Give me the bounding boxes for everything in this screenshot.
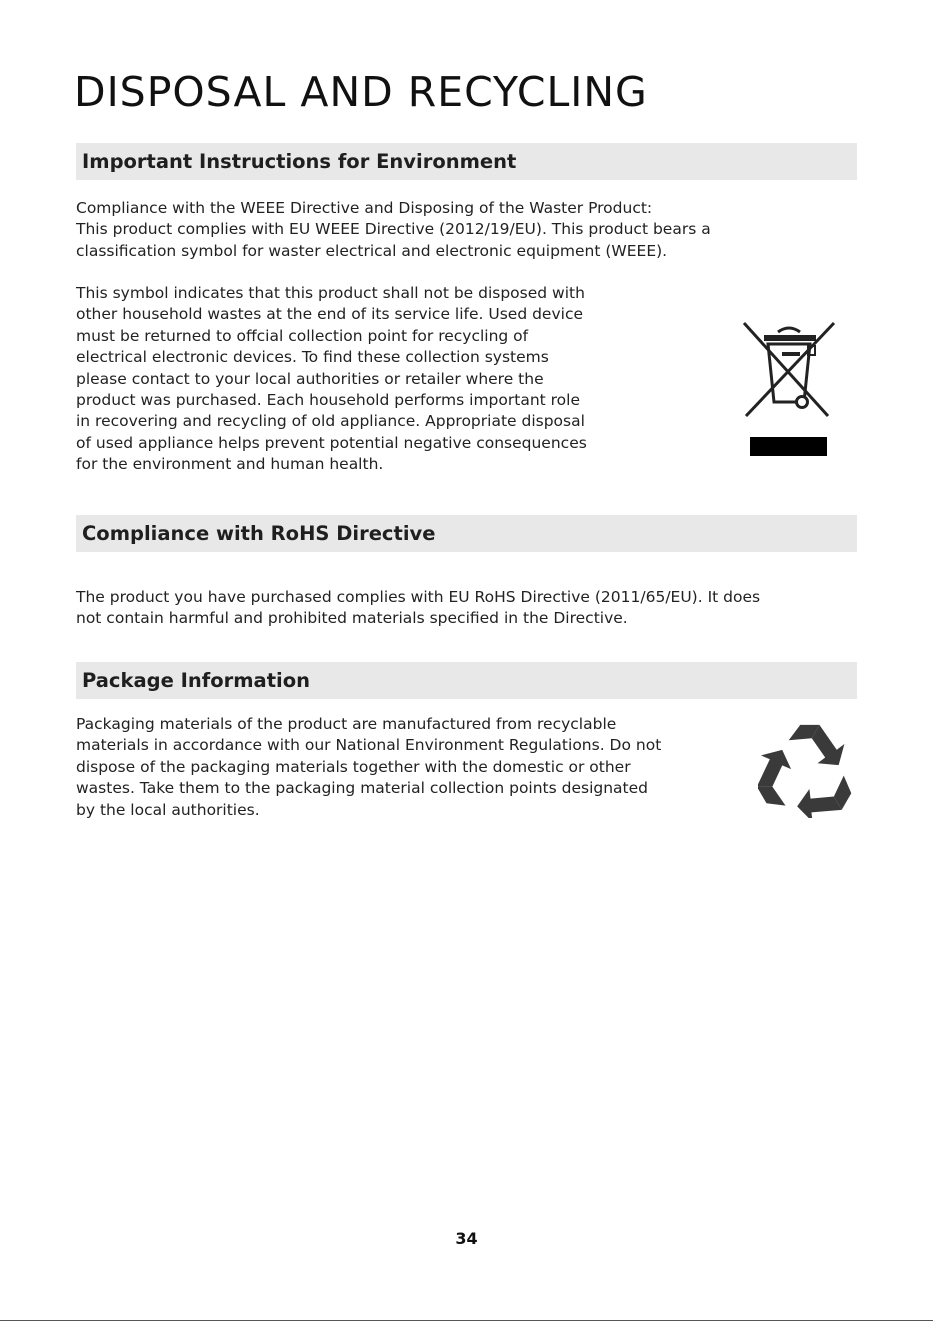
section-heading-package: Package Information [76,662,857,699]
text-line: The product you have purchased complies with EU RoHS Directive (2011/65/EU). It does [76,588,761,606]
text-line: other household wastes at the end of its service life. Used device [76,305,583,324]
text-line: dispose of the packaging materials together with the domestic or other [76,757,631,776]
text-line: product was purchased. Each household performs important role [76,391,580,410]
section-heading-environment: Important Instructions for Environment [76,143,857,180]
weee-symbol-paragraph [76,283,587,476]
weee-compliance-paragraph [76,198,711,262]
bottom-divider [0,1320,933,1321]
page-title: DISPOSAL AND RECYCLING [74,68,648,116]
text-line: please contact to your local authorities or retailer where the [76,369,544,388]
text-line: This symbol indicates that this product shall not be disposed with [76,284,585,302]
text-line: materials in accordance with our National Environment Regulations. Do not [76,736,662,755]
text-line: electrical electronic devices. To find these collection systems [76,348,549,367]
text-line: classification symbol for waster electrical and electronic equipment (WEEE). [76,241,668,260]
package-paragraph [76,714,661,821]
text-line: Packaging materials of the product are manufactured from recyclable [76,715,617,733]
text-line: for the environment and human health. [76,455,384,474]
text-line: in recovering and recycling of old appliance. Appropriate disposal [76,412,585,431]
text-line: This product complies with EU WEEE Directive (2012/19/EU). This product bears a [76,220,711,239]
section-heading-rohs: Compliance with RoHS Directive [76,515,857,552]
recycle-icon [758,720,854,822]
text-line: by the local authorities. [76,800,260,819]
rohs-paragraph [76,587,760,630]
weee-crossed-bin-icon [740,318,838,464]
text-line: of used appliance helps prevent potential negative consequences [76,433,587,452]
page-number: 34 [455,1229,478,1248]
text-line: not contain harmful and prohibited materials specified in the Directive. [76,609,628,628]
text-line: wastes. Take them to the packaging material collection points designated [76,779,649,798]
text-line: Compliance with the WEEE Directive and Disposing of the Waster Product: [76,199,653,217]
text-line: must be returned to offcial collection point for recycling of [76,326,529,345]
